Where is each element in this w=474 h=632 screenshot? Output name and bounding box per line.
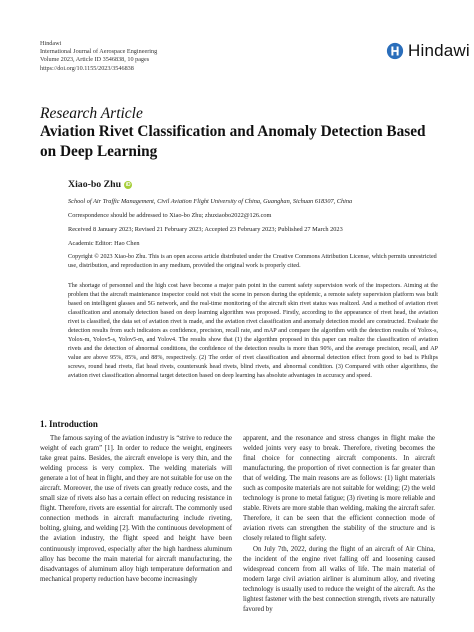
author-line bbox=[68, 179, 132, 190]
journal-name: International Journal of Aerospace Engineering bbox=[40, 48, 158, 56]
journal-info bbox=[40, 40, 157, 73]
body-column-left bbox=[40, 434, 232, 585]
correspondence: Correspondence should be addressed to Xiao-bo Zhu; zhuxiaobo2022@126.com bbox=[68, 212, 272, 219]
section-heading: 1. Introduction bbox=[40, 419, 98, 429]
abstract: The shortage of personnel and the high cost have become a major pain point in the current safety supervision work of the inspectors. Aiming at the problem that the aircraft maintenance inspector could not visit the scene in person during the epidemic, a remote safety supervision platform was built based on intelligent glasses and 5G network, and the real-time monitoring of the aircraft skin rivet status was realized. And a method of aviation rivet classification and anomaly detection based on deep learning algorithm was proposed. Firstly, according to the appearance of rivet head, the aviation rivet is classified, the data set of aviation rivet is made, and the aviation rivet classification and anomaly detection model are constructed. Evaluate the detection results from such indicators as confidence, precision, recall rate, and mAP and compare the algorithm with the detection results of Yolox-s, Yolox-m, Yolov5-s, Yolov5-m, and Yolov4. The results show that (1) the algorithm proposed in this paper can realize the classification of aviation rivets and the detection of abnormal conditions, the confidence of the detection results is more than 90%, and the average precision, recall, and AP value are above 95%, 85%, and 88%, respectively. (2) The order of rivet classification and abnormal detection effect from good to bad is Philips screws, round head rivets, flat head rivets, countersunk head rivets, blind rivets, and abnormal condition. (3) Compared with other algorithms, the aviation rivet classification abnormal target detection based on deep learning has absolute advantages in accuracy and speed. bbox=[68, 283, 438, 379]
journal-doi[interactable]: https://doi.org/10.1155/2023/3546838 bbox=[40, 64, 134, 72]
author-name[interactable]: Xiao-bo Zhu bbox=[68, 179, 122, 190]
journal-volume: Volume 2023, Article ID 3546838, 10 pages bbox=[40, 56, 150, 64]
orcid-icon[interactable]: iD bbox=[125, 181, 131, 188]
paragraph: On July 7th, 2022, during the flight of an aircraft of Air China, the incident of the engine rivet falling off and loosening caused widespread concern from all walks of life. The main material of modern large civil aviation airliner is aluminum alloy, and riveting technology is usually used to reduce the weight of the aircraft. As the lightest fastener with the best connection strength, rivets are naturally favored by bbox=[243, 545, 435, 613]
license-statement: Copyright © 2023 Xiao-bo Zhu. This is an open access article distributed under the Creative Commons Attribution License, which permits unrestricted use, distribution, and reproduction in any medium, provided the original work is properly cited. bbox=[68, 254, 437, 269]
article-type: Research Article bbox=[40, 105, 143, 122]
academic-editor: Academic Editor: Hao Chen bbox=[68, 240, 140, 247]
logo-wordmark: Hindawi bbox=[408, 41, 470, 60]
journal-publisher: Hindawi bbox=[40, 40, 62, 47]
publication-dates: Received 8 January 2023; Revised 21 February 2023; Accepted 23 February 2023; Published 27 March 2023 bbox=[68, 226, 343, 233]
paragraph: The famous saying of the aviation industry is “strive to reduce the weight of each gram” [1]. In order to reduce the weight, engineers take great pains. Besides, the aircraft envelope is very thin, and the welding process is very complex. The welding materials will generate a lot of heat in flight, and they are not suitable for use on the aircraft. Moreover, the use of rivets can greatly reduce costs, and the small size of rivets also has a certain effect on reducing resistance in flight. Therefore, rivets are essential for aircraft. The commonly used connection methods in aircraft manufacturing include riveting, bolting, gluing, and welding [2]. With the continuous development of the aviation industry, the flight speed and height have been continuously improved, especially after the high hardness aluminum alloy has become the main material for aircraft manufacturing, the disadvantages of aluminum alloy high temperature deformation and mechanical property reduction have become increasingly bbox=[40, 435, 232, 583]
hindawi-logo-icon bbox=[386, 42, 404, 60]
hindawi-logo bbox=[386, 41, 470, 61]
body-column-right bbox=[243, 434, 435, 615]
affiliation: School of Air Traffic Management, Civil Aviation Flight University of China, Guanghan, Sichuan 618307, China bbox=[68, 198, 353, 205]
paper-title: Aviation Rivet Classification and Anomaly Detection Based on Deep Learning bbox=[40, 123, 426, 160]
paragraph: apparent, and the resonance and stress changes in flight make the welded joints very easy to break. Therefore, riveting becomes the final choice for connecting aircraft components. In aircraft manufacturing, the proportion of rivet connection is far greater than that of welding. The main reasons are as follows: (1) light materials such as composite materials are not suitable for welding; (2) the weld technology is prone to metal fatigue; (3) riveting is more reliable and stable. Rivets are more stable than welding, making the aircraft safer. Therefore, it can be seen that the efficient connection mode of aviation rivets can strengthen the stability of the structure and is closely related to flight safety. bbox=[243, 435, 435, 543]
